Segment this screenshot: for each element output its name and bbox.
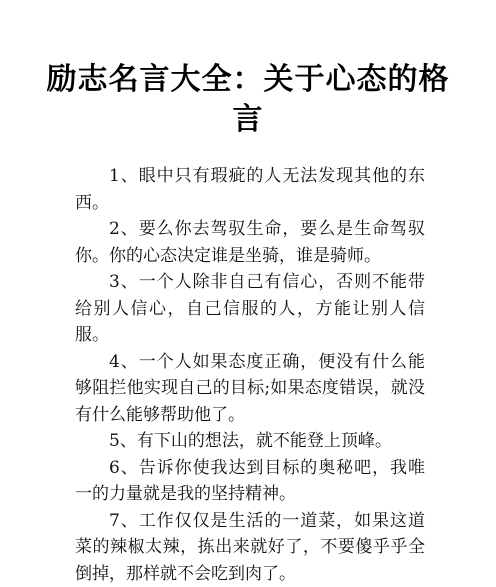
quote-paragraph-6: 6、告诉你使我达到目标的奥秘吧，我唯一的力量就是我的坚持精神。 bbox=[75, 455, 425, 508]
quote-paragraph-5: 5、有下山的想法，就不能登上顶峰。 bbox=[75, 428, 425, 455]
document-body bbox=[75, 163, 425, 587]
document-title: 励志名言大全：关于心态的格言 bbox=[40, 60, 456, 140]
quote-paragraph-2: 2、要么你去驾驭生命，要么是生命驾驭你。你的心态决定谁是坐骑，谁是骑师。 bbox=[75, 216, 425, 269]
quote-paragraph-4: 4、一个人如果态度正确，便没有什么能够阻拦他实现自己的目标;如果态度错误，就没有什么能够帮助他了。 bbox=[75, 349, 425, 429]
quote-paragraph-7: 7、工作仅仅是生活的一道菜，如果这道菜的辣椒太辣，拣出来就好了，不要傻乎乎全倒掉，那样就不会吃到肉了。 bbox=[75, 508, 425, 587]
quote-paragraph-3: 3、一个人除非自己有信心，否则不能带给别人信心，自己信服的人，方能让别人信服。 bbox=[75, 269, 425, 349]
quote-paragraph-1: 1、眼中只有瑕疵的人无法发现其他的东西。 bbox=[75, 163, 425, 216]
